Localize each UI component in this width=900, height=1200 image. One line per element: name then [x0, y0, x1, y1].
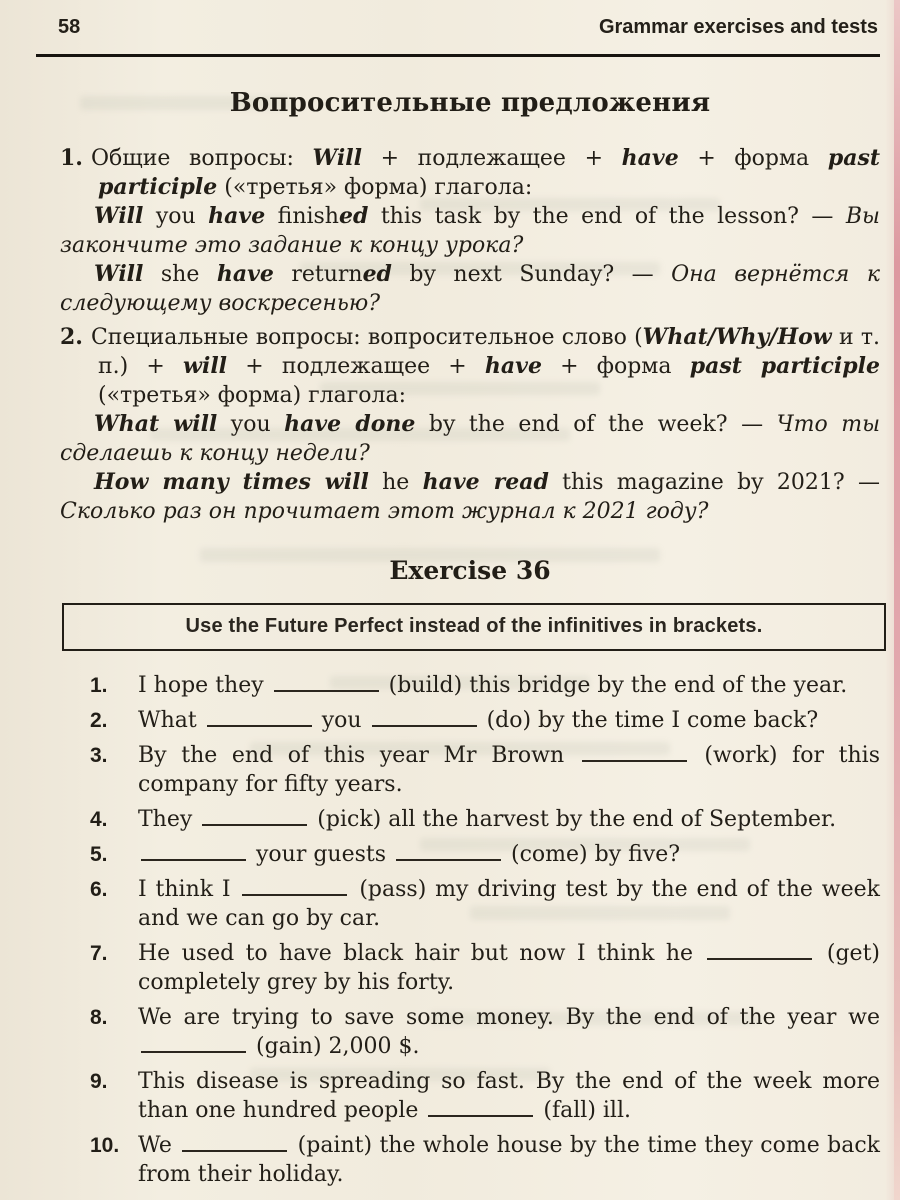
text-run: this magazine by 2021? — — [548, 470, 880, 495]
text-run: she — [143, 262, 217, 287]
answer-blank — [207, 711, 312, 727]
text-run: Общие вопросы: — [90, 146, 313, 171]
item-number: 5. — [90, 843, 108, 866]
text-run: и т. п.) + — [98, 325, 880, 379]
text-run: (paint) the whole house by the time they come back from their holiday. — [138, 1133, 880, 1187]
item-number: 8. — [90, 1006, 108, 1029]
rule-number: 2. — [60, 324, 83, 350]
text-run: you — [143, 204, 209, 229]
example-sentence — [60, 410, 880, 468]
exercise-item — [60, 939, 880, 997]
running-head-title: Grammar exercises and tests — [598, 16, 878, 38]
exercise-item — [60, 1003, 880, 1061]
text-run: have — [621, 145, 679, 171]
answer-blank — [202, 810, 307, 826]
item-text — [138, 807, 836, 832]
text-run: (do) by the time I come back? — [479, 708, 819, 733]
answer-blank — [274, 676, 379, 692]
text-run: He used to have black hair but now I think he — [138, 941, 705, 966]
example-sentence — [60, 202, 880, 260]
text-run: I hope they — [138, 673, 271, 698]
answer-blank — [372, 711, 477, 727]
text-run: ed — [338, 203, 369, 229]
text-run: have done — [284, 411, 416, 437]
text-run: This disease is spreading so fast. By the end of the week more than one hundred people — [138, 1069, 880, 1123]
text-run: return — [273, 262, 363, 287]
answer-blank — [141, 1037, 246, 1053]
text-run: Will — [312, 145, 362, 171]
text-run: By the end of this year Mr Brown — [138, 743, 579, 768]
example-sentence — [60, 260, 880, 318]
answer-blank — [141, 845, 246, 861]
text-run: have — [484, 353, 542, 379]
text-run: (fall) ill. — [536, 1098, 631, 1123]
text-run: Она вернётся к следующему воскресенью? — [60, 262, 880, 316]
text-run: Will — [94, 203, 144, 229]
exercise-item — [60, 706, 880, 735]
item-number: 2. — [90, 709, 108, 732]
text-run: What will — [94, 411, 218, 437]
text-run: Will — [94, 261, 144, 287]
exercise-item — [60, 875, 880, 933]
text-run: Специальные вопросы: вопросительное слово ( — [90, 325, 643, 350]
text-run: (come) by five? — [504, 842, 681, 867]
text-run: (pick) all the harvest by the end of September. — [310, 807, 837, 832]
item-number: 4. — [90, 808, 108, 831]
exercise-item — [60, 741, 880, 799]
text-run: (work) for this company for fifty years. — [138, 743, 881, 797]
grammar-intro — [60, 144, 880, 526]
text-run: you — [217, 412, 285, 437]
text-run: They — [138, 807, 200, 832]
exercise-item — [60, 840, 880, 869]
text-run: + подлежащее + — [227, 354, 485, 379]
answer-blank — [242, 880, 347, 896]
running-header — [58, 16, 878, 39]
item-number: 6. — [90, 878, 108, 901]
text-run: have read — [422, 469, 549, 495]
text-run: have — [208, 203, 266, 229]
exercise-item — [60, 671, 880, 700]
instruction-box — [62, 603, 886, 651]
item-text — [138, 1133, 880, 1187]
instruction-text: Use the Future Perfect instead of the infinitives in brackets. — [185, 615, 763, 637]
page-content — [60, 78, 880, 1195]
text-run: this task by the end of the lesson? — — [368, 204, 846, 229]
text-run: past participle — [98, 145, 880, 200]
text-run: finish — [265, 204, 339, 229]
text-run: + форма — [541, 354, 690, 379]
text-run: by the end of the week? — — [415, 412, 777, 437]
text-run: I think I — [138, 877, 240, 902]
item-number: 9. — [90, 1070, 108, 1093]
item-text — [138, 743, 880, 797]
text-run: + подлежащее + — [361, 146, 622, 171]
answer-blank — [428, 1101, 533, 1117]
answer-blank — [707, 944, 812, 960]
item-text — [138, 673, 847, 698]
text-run: What/Why/How — [642, 324, 832, 350]
rule-paragraph — [60, 323, 880, 410]
item-text — [138, 708, 818, 733]
page-number: 58 — [58, 16, 81, 38]
header-rule — [36, 54, 880, 57]
exercise-title: Exercise 36 — [389, 556, 551, 585]
text-run: + форма — [678, 146, 828, 171]
text-run: («третья» форма) глагола: — [217, 175, 533, 200]
text-run: will — [183, 353, 228, 379]
answer-blank — [582, 746, 687, 762]
text-run: What — [138, 708, 204, 733]
text-run: Вы закончите это задание к концу урока? — [60, 204, 880, 258]
text-run: have — [216, 261, 274, 287]
answer-blank — [396, 845, 501, 861]
text-run: Сколько раз он прочитает этот журнал к 2021 году? — [60, 499, 709, 524]
text-run: (gain) 2,000 $. — [249, 1034, 420, 1059]
text-run: your guests — [249, 842, 394, 867]
item-number: 10. — [90, 1134, 120, 1157]
text-run: We are trying to save some money. By the end of the year we — [138, 1005, 880, 1030]
text-run: you — [314, 708, 369, 733]
text-run: (get) completely grey by his forty. — [138, 941, 880, 995]
rule-paragraph — [60, 144, 880, 202]
text-run: Что ты сделаешь к концу недели? — [60, 412, 880, 466]
item-number: 7. — [90, 942, 108, 965]
text-run: (pass) my driving test by the end of the week and we can go by car. — [138, 877, 880, 931]
item-number: 3. — [90, 744, 108, 767]
section-title: Вопросительные предложения — [229, 88, 711, 118]
text-run: We — [138, 1133, 180, 1158]
item-text — [138, 1005, 880, 1059]
item-text — [138, 941, 880, 995]
rule-number: 1. — [60, 145, 83, 171]
exercise-item — [60, 1067, 880, 1125]
text-run: (build) this bridge by the end of the year. — [381, 673, 848, 698]
exercise-item — [60, 805, 880, 834]
exercise-item — [60, 1131, 880, 1189]
text-run: past participle — [689, 353, 880, 379]
text-run: ed — [362, 261, 392, 287]
item-text — [138, 842, 680, 867]
answer-blank — [182, 1136, 287, 1152]
item-text — [138, 877, 880, 931]
item-text — [138, 1069, 880, 1123]
text-run: How many times will — [94, 469, 369, 495]
photo-edge-background — [894, 0, 900, 1200]
item-number: 1. — [90, 674, 108, 697]
text-run: by next Sunday? — — [391, 262, 672, 287]
exercise-list — [60, 671, 880, 1189]
text-run: he — [368, 470, 423, 495]
example-sentence — [60, 468, 880, 526]
text-run: («третья» форма) глагола: — [98, 383, 407, 408]
